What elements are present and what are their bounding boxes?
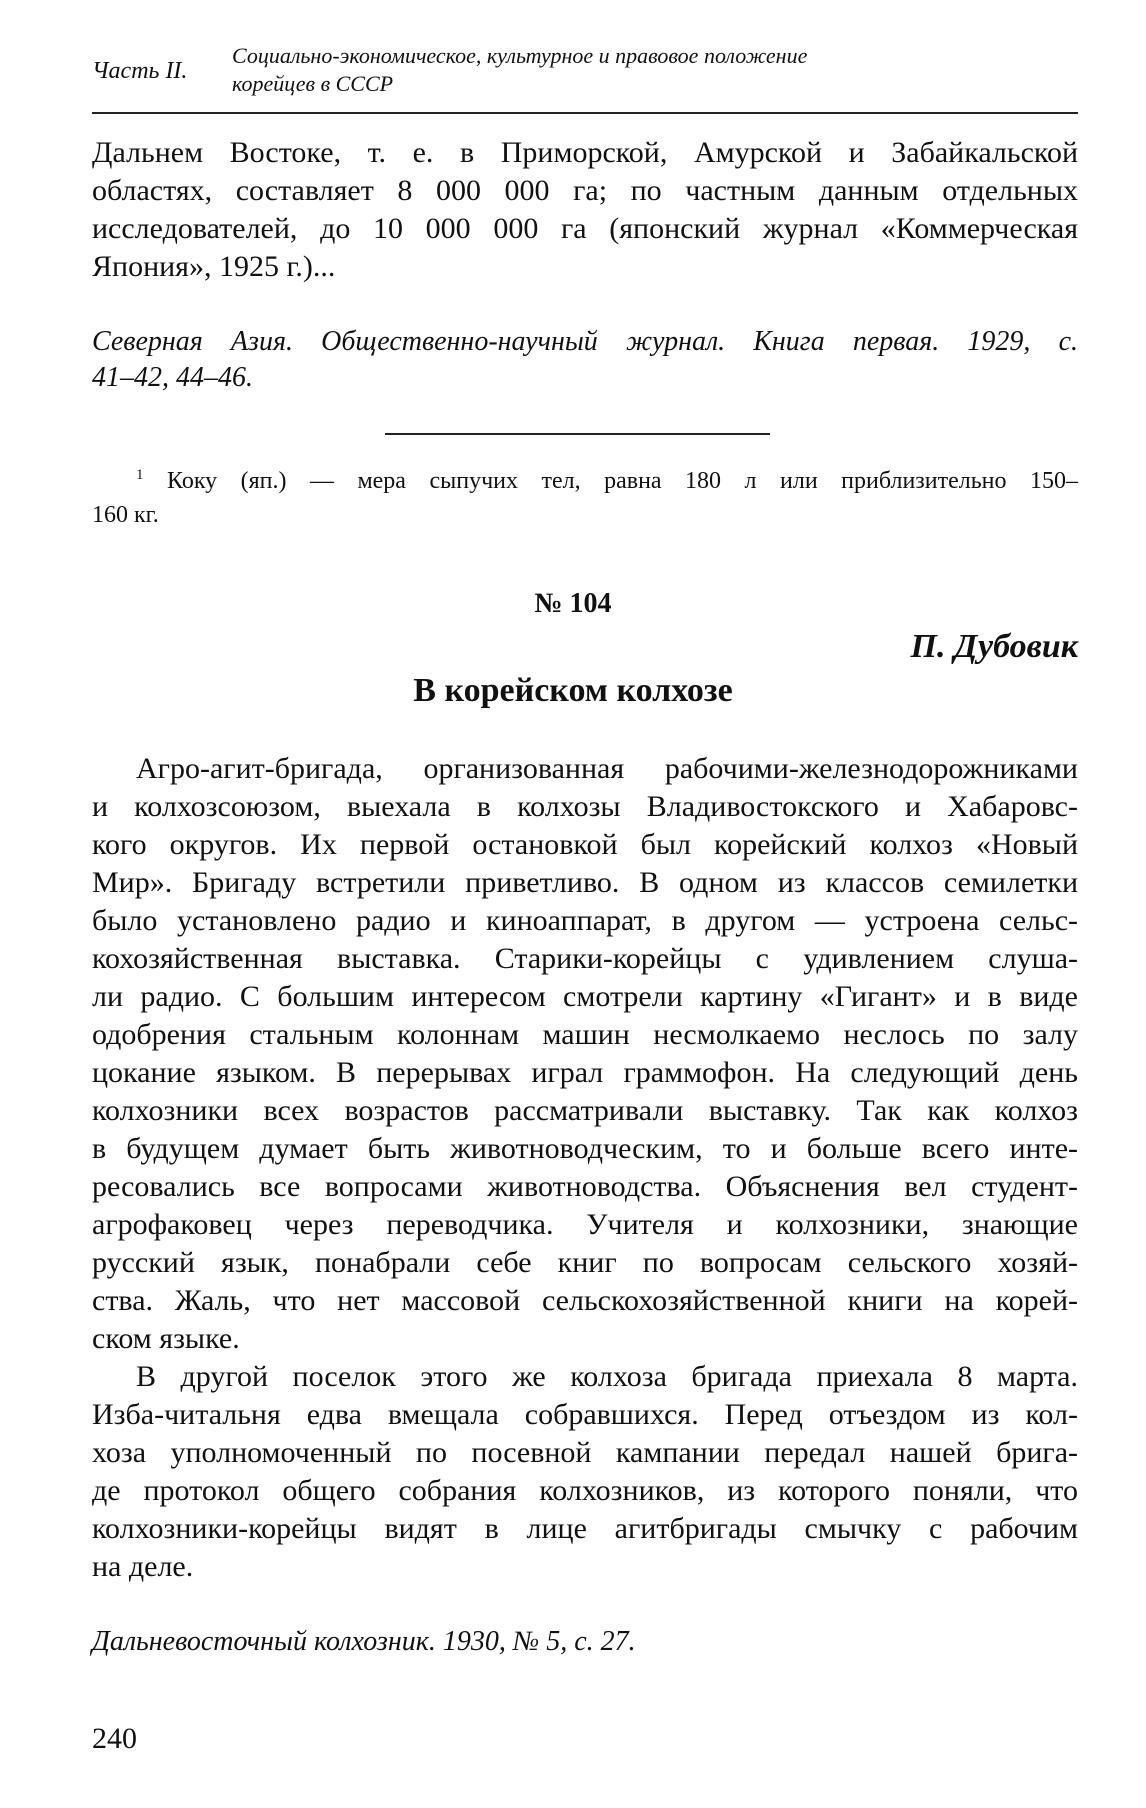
- text-line: на деле.: [92, 1550, 194, 1583]
- paragraph-1: [92, 750, 1078, 1358]
- page-number: 240: [92, 1722, 137, 1755]
- text-line: ресовались все вопросами животноводства. Объяснения вел студент-: [92, 1170, 1078, 1203]
- footnote-line: 160 кг.: [92, 502, 159, 528]
- text-line: ства. Жаль, что нет массовой сельскохозяйственной книги на корей-: [92, 1284, 1078, 1317]
- text-line: агрофаковец через переводчика. Учителя и колхозники, знающие: [92, 1208, 1078, 1241]
- text-line: Дальнем Востоке, т. е. в Приморской, Амурской и Забайкальской: [92, 136, 1078, 169]
- text-line: колхозники-корейцы видят в лице агитбригады смычку с рабочим: [92, 1512, 1078, 1545]
- text-line: русский язык, понабрали себе книг по вопросам сельского хозяй-: [92, 1246, 1078, 1279]
- text-line: в будущем думает быть животноводческим, то и больше всего инте-: [92, 1132, 1078, 1165]
- text-line: В другой поселок этого же колхоза бригада приехала 8 марта.: [136, 1360, 1078, 1393]
- text-line: Мир». Бригаду встретили приветливо. В одном из классов семилетки: [92, 866, 1078, 899]
- header-title: [232, 42, 807, 98]
- text-line: хоза уполномоченный по посевной кампании передал нашей брига-: [92, 1436, 1078, 1469]
- footnote-mark: 1: [136, 467, 144, 483]
- text-line: 41–42, 44–46.: [92, 362, 253, 393]
- document-author: П. Дубовик: [910, 628, 1078, 665]
- text-line: было установлено радио и киноаппарат, в другом — устроена сельс-: [92, 904, 1078, 937]
- text-line: и колхозсоюзом, выехала в колхозы Владивостокского и Хабаровс-: [92, 790, 1078, 823]
- text-line: кого округов. Их первой остановкой был корейский колхоз «Новый: [92, 828, 1078, 861]
- document-number: № 104: [534, 588, 612, 619]
- text-line: Агро-агит-бригада, организованная рабочими-железнодорожниками: [136, 752, 1078, 785]
- text-line: одобрения стальным колоннам машин несмолкаемо неслось по залу: [92, 1018, 1078, 1051]
- text-line: ском языке.: [92, 1322, 240, 1355]
- header-part: Часть II.: [92, 58, 188, 84]
- text-line: исследователей, до 10 000 000 га (японский журнал «Коммерческая: [92, 212, 1078, 245]
- text-line: де протокол общего собрания колхозников, из которого поняли, что: [92, 1474, 1078, 1507]
- source-citation-1: [92, 324, 1078, 396]
- header-title-line-2: корейцев в СССР: [232, 71, 394, 96]
- intro-paragraph: [92, 134, 1078, 286]
- text-line: областях, составляет 8 000 000 га; по частным данным отдельных: [92, 174, 1078, 207]
- text-line: Япония», 1925 г.)...: [92, 250, 336, 283]
- text-line: Изба-читальня едва вмещала собравшихся. Перед отъездом из кол-: [92, 1398, 1078, 1431]
- source-citation-2: Дальневосточный колхозник. 1930, № 5, с. 27.: [92, 1626, 636, 1657]
- text-line: кохозяйственная выставка. Старики-корейцы с удивлением слуша-: [92, 942, 1078, 975]
- document-title: В корейском колхозе: [413, 672, 733, 709]
- text-line: Северная Азия. Общественно-научный журнал. Книга первая. 1929, с.: [92, 326, 1078, 357]
- running-header: [92, 42, 1078, 114]
- footnote-text: Коку (яп.) — мера сыпучих тел, равна 180 л или приблизительно 150–: [167, 468, 1079, 494]
- text-line: ли радио. С большим интересом смотрели картину «Гигант» и в виде: [92, 980, 1078, 1013]
- footnote-divider: [385, 433, 770, 435]
- footnote-line: [92, 458, 1078, 498]
- text-line: колхозники всех возрастов рассматривали выставку. Так как колхоз: [92, 1094, 1078, 1127]
- footnote: [92, 458, 1078, 532]
- header-title-line-1: Социально-экономическое, культурное и правовое положение: [232, 43, 808, 68]
- paragraph-2: [92, 1358, 1078, 1586]
- text-line: цокание языком. В перерывах играл граммофон. На следующий день: [92, 1056, 1078, 1089]
